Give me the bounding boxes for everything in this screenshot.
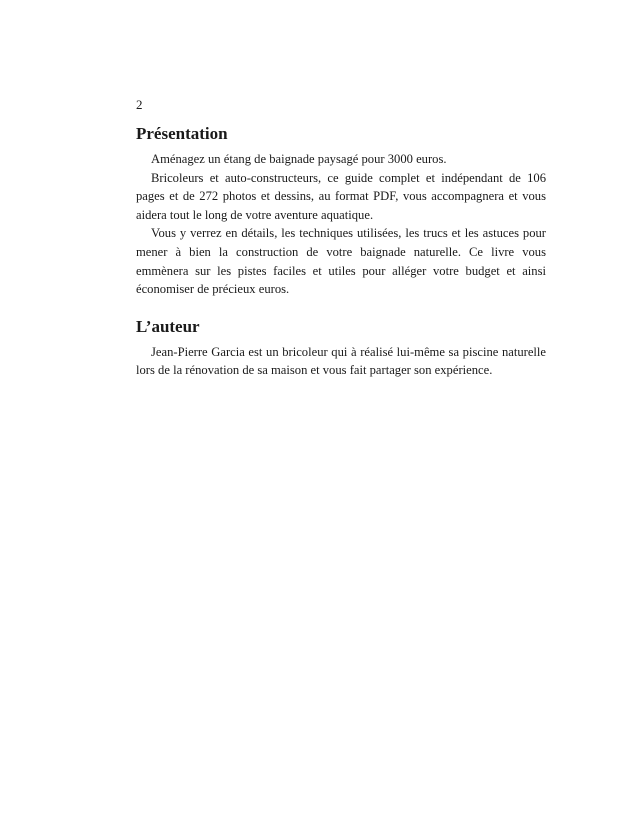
paragraph: Vous y verrez en détails, les techniques utilisées, les trucs et les astuces pour mener à bien la construction de votre baignade naturelle. Ce livre vous emmènera sur les pistes faciles et utiles pour alléger votre budget et ainsi économiser de précieux euros. [136, 226, 546, 297]
paragraph: Jean-Pierre Garcia est un bricoleur qui à réalisé lui-même sa piscine naturelle lors de la rénovation de sa maison et vous fait partager son expérience. [136, 344, 546, 378]
section-title-presentation: Présentation [136, 124, 228, 143]
document-body [136, 124, 546, 380]
paragraph: Aménagez un étang de baignade paysagé pour 3000 euros. [151, 152, 447, 166]
page-number: 2 [136, 97, 143, 112]
paragraph: Bricoleurs et auto-constructeurs, ce guide complet et indépendant de 106 pages et de 272 photos et dessins, au format PDF, vous accompagnera et vous aidera tout le long de votre aventure aquatique. [136, 170, 546, 222]
section-title-author: L’auteur [136, 316, 200, 336]
